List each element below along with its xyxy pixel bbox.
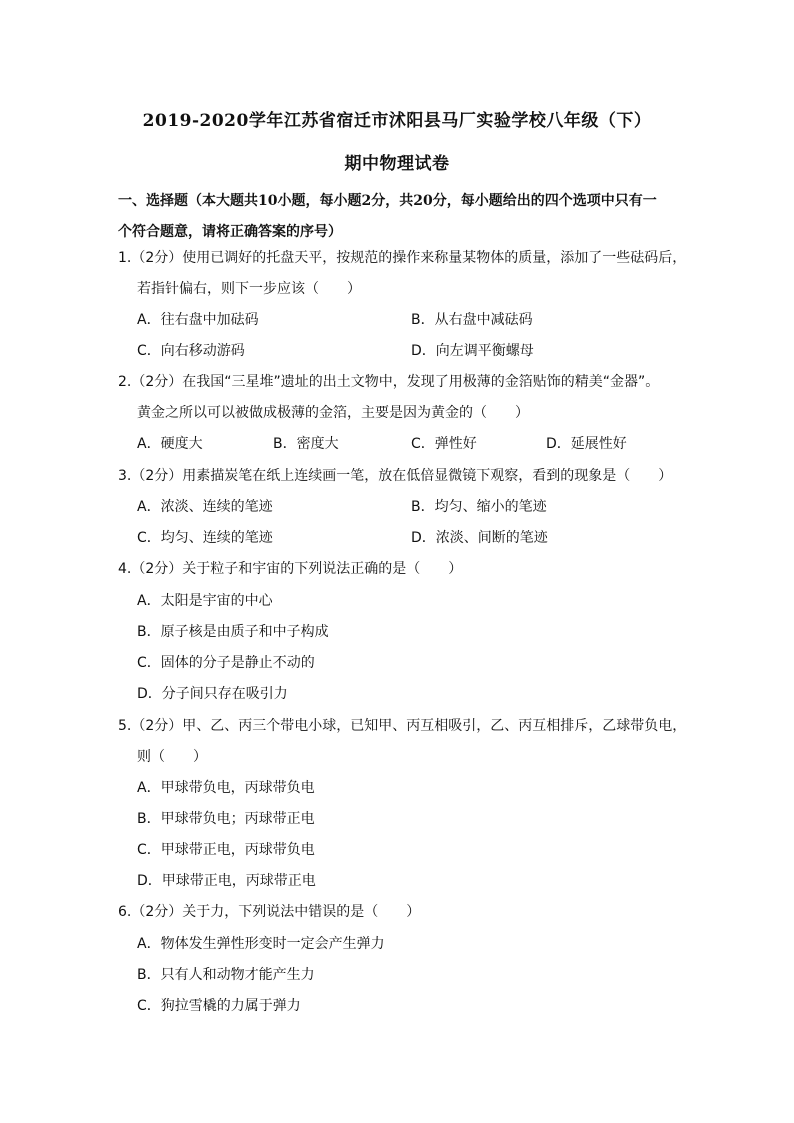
question-2-stem-line1: 2.（2分）在我国“三星堆”遗址的出土文物中，发现了用极薄的金箔贴饰的精美“金器”。 bbox=[118, 374, 660, 390]
question-2-option-c: C．弹性好 bbox=[411, 436, 477, 452]
question-4 bbox=[118, 554, 693, 585]
question-6 bbox=[118, 897, 693, 928]
question-6-option-c: C．狗拉雪橇的力属于弹力 bbox=[137, 998, 301, 1014]
question-3-option-a: A．浓淡、连续的笔迹 bbox=[137, 499, 273, 515]
section-heading-line2: 个符合题意，请将正确答案的序号） bbox=[118, 224, 342, 240]
question-2 bbox=[118, 367, 693, 429]
exam-title-line1: 2019-2020学年江苏省宿迁市沭阳县马厂实验学校八年级（下） bbox=[142, 111, 652, 131]
question-1 bbox=[118, 243, 693, 305]
question-3-option-b: B．均匀、缩小的笔迹 bbox=[411, 499, 547, 515]
question-1-option-a: A．往右盘中加砝码 bbox=[137, 312, 259, 328]
question-4-option-a: A．太阳是宇宙的中心 bbox=[137, 593, 273, 609]
question-5-option-b: B．甲球带负电；丙球带正电 bbox=[137, 811, 315, 827]
question-5 bbox=[118, 711, 693, 773]
exam-title-line2: 期中物理试卷 bbox=[344, 154, 450, 174]
question-4-option-c: C．固体的分子是静止不动的 bbox=[137, 655, 315, 671]
question-4-stem-line1: 4.（2分）关于粒子和宇宙的下列说法正确的是（ ） bbox=[118, 561, 463, 577]
question-2-stem-line2: 黄金之所以可以被做成极薄的金箔，主要是因为黄金的（ ） bbox=[137, 405, 529, 421]
question-4-option-d: D．分子间只存在吸引力 bbox=[137, 686, 288, 702]
question-1-option-d: D．向左调平衡螺母 bbox=[411, 343, 534, 359]
question-2-option-b: B．密度大 bbox=[273, 436, 339, 452]
question-2-option-d: D．延展性好 bbox=[546, 436, 627, 452]
question-5-option-a: A．甲球带负电，丙球带负电 bbox=[137, 780, 315, 796]
section-heading-line1: 一、选择题（本大题共10小题，每小题2分，共20分，每小题给出的四个选项中只有一 bbox=[118, 193, 657, 209]
question-1-stem-line2: 若指针偏右，则下一步应该（ ） bbox=[137, 281, 361, 297]
question-1-stem-line1: 1.（2分）使用已调好的托盘天平，按规范的操作来称量某物体的质量，添加了一些砝码后， bbox=[118, 250, 687, 266]
question-3-option-d: D．浓淡、间断的笔迹 bbox=[411, 530, 548, 546]
question-1-option-c: C．向右移动游码 bbox=[137, 343, 245, 359]
question-5-option-c: C．甲球带正电，丙球带负电 bbox=[137, 842, 315, 858]
question-5-stem-line1: 5.（2分）甲、乙、丙三个带电小球，已知甲、丙互相吸引，乙、丙互相排斥，乙球带负电， bbox=[118, 718, 687, 734]
question-6-stem-line1: 6.（2分）关于力，下列说法中错误的是（ ） bbox=[118, 904, 421, 920]
question-5-stem-line2: 则（ ） bbox=[137, 749, 207, 765]
question-3-option-c: C．均匀、连续的笔迹 bbox=[137, 530, 273, 546]
question-4-option-b: B．原子核是由质子和中子构成 bbox=[137, 624, 329, 640]
question-5-option-d: D．甲球带正电，丙球带正电 bbox=[137, 873, 316, 889]
question-6-option-b: B．只有人和动物才能产生力 bbox=[137, 967, 315, 983]
section-heading bbox=[118, 186, 688, 248]
question-6-option-a: A．物体发生弹性形变时一定会产生弹力 bbox=[137, 936, 385, 952]
question-1-option-b: B．从右盘中减砝码 bbox=[411, 312, 533, 328]
question-3 bbox=[118, 461, 693, 492]
question-3-stem-line1: 3.（2分）用素描炭笔在纸上连续画一笔，放在低倍显微镜下观察，看到的现象是（ ） bbox=[118, 468, 673, 484]
question-2-option-a: A．硬度大 bbox=[137, 436, 203, 452]
